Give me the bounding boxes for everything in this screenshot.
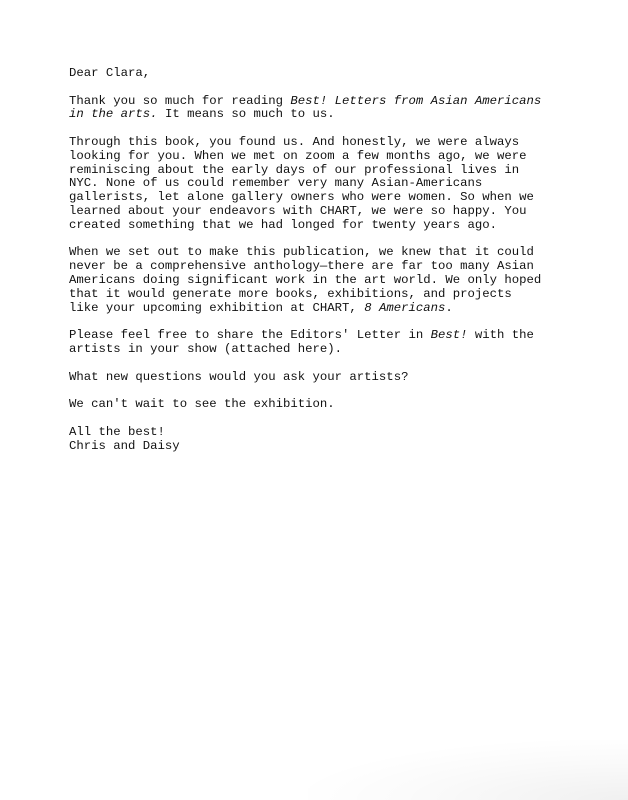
paragraph-1-text: Thank you so much for reading <box>69 93 291 108</box>
signature: Chris and Daisy <box>69 438 180 453</box>
page-corner-shadow <box>308 740 628 800</box>
paragraph-3-line: Americans doing significant work in the art world. We only hoped <box>69 272 542 287</box>
book-short-title: Best! <box>430 328 468 343</box>
paragraph-2-line: learned about your endeavors with CHART, we were so happy. You <box>69 203 527 218</box>
paragraph-4-text: Please feel free to share the Editors' Letter in <box>69 328 431 343</box>
paragraph-2-line: created something that we had longed for twenty years ago. <box>69 217 498 232</box>
paragraph-gap <box>69 81 549 95</box>
paragraph-3-last-line <box>69 302 549 316</box>
paragraph-gap <box>69 315 549 329</box>
book-title: Best! Letters from Asian Americans <box>290 93 542 108</box>
paragraph-2-line: Through this book, you found us. And honestly, we were always <box>69 134 520 149</box>
paragraph-2-line: gallerists, let alone gallery owners who were women. So when we <box>69 190 534 205</box>
paragraph-3-line: that it would generate more books, exhibitions, and projects <box>69 286 512 301</box>
paragraph-1-text-end: It means so much to us. <box>157 107 335 122</box>
paragraph-3-period: . <box>445 300 453 315</box>
closing: All the best! <box>69 424 165 439</box>
paragraph-2-line: NYC. None of us could remember very many Asian-Americans <box>69 176 483 191</box>
salutation: Dear Clara, <box>69 66 151 80</box>
paragraph-3-line: When we set out to make this publication, we knew that it could <box>69 245 534 260</box>
paragraph-5: What new questions would you ask your artists? <box>69 369 409 384</box>
book-title-continued: in the arts. <box>69 107 158 122</box>
paragraph-gap <box>69 357 549 371</box>
paragraph-2-line: looking for you. When we met on zoom a few months ago, we were <box>69 148 527 163</box>
paragraph-gap <box>69 412 549 426</box>
paragraph-1-line-1 <box>69 95 549 109</box>
paragraph-gap <box>69 384 549 398</box>
paragraph-3-text: like your upcoming exhibition at CHART, <box>69 300 365 315</box>
paragraph-2-line: reminiscing about the early days of our professional lives in <box>69 162 520 177</box>
exhibition-title: 8 Americans <box>364 300 446 315</box>
paragraph-4-line-1 <box>69 329 549 343</box>
paragraph-gap <box>69 233 549 247</box>
letter-body <box>69 67 549 453</box>
paragraph-gap <box>69 122 549 136</box>
paragraph-6: We can't wait to see the exhibition. <box>69 397 335 412</box>
paragraph-3-line: never be a comprehensive anthology—there are far too many Asian <box>69 259 534 274</box>
paragraph-4-text-end: with the <box>467 328 534 343</box>
paragraph-1-line-2 <box>69 108 549 122</box>
paragraph-4-line-2: artists in your show (attached here). <box>69 341 343 356</box>
